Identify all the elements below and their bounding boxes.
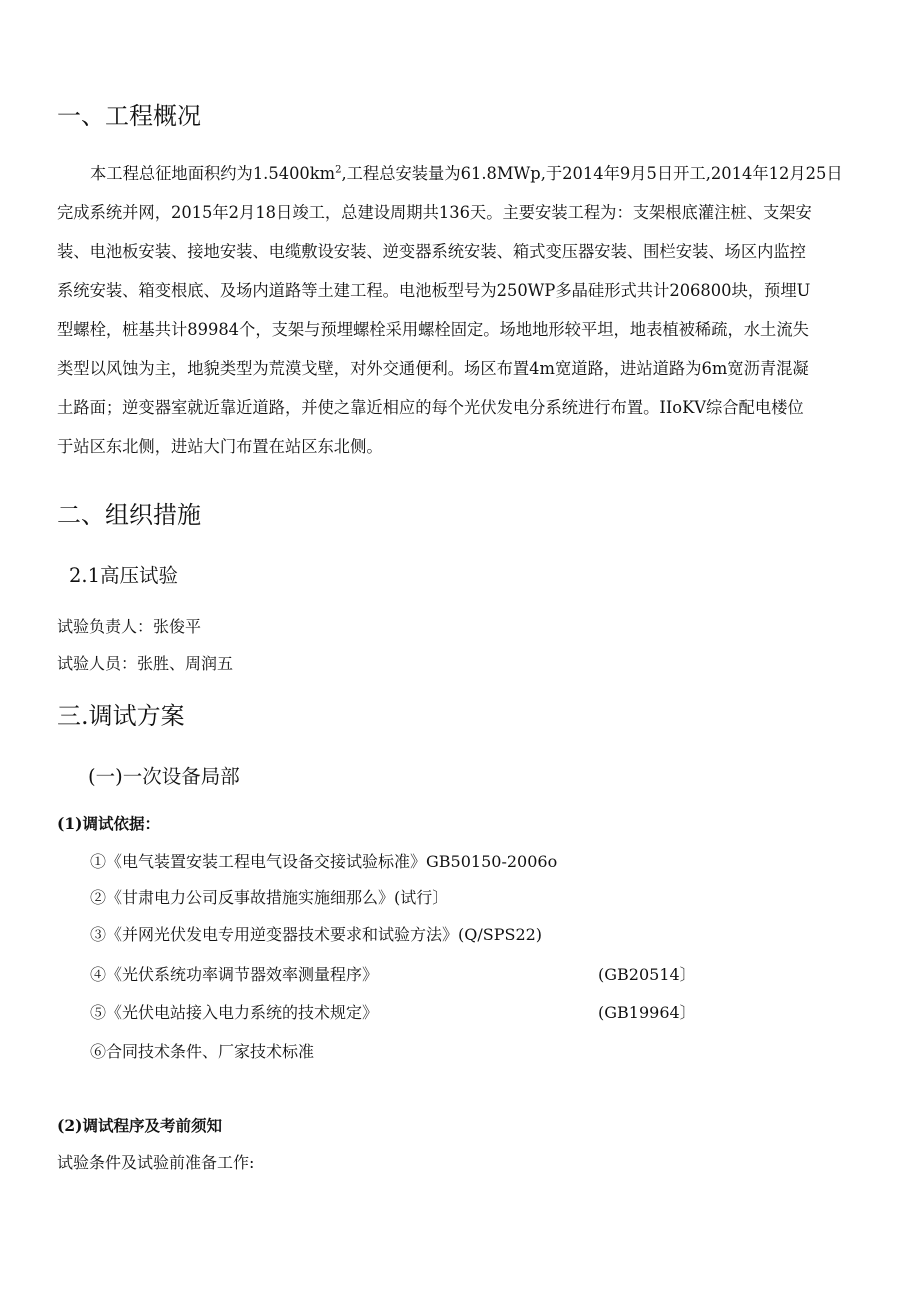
paragraph-line: 土路面；逆变器室就近靠近道路，并使之靠近相应的每个光伏发电分系统进行布置。IIoKV综合配电楼位 — [57, 398, 804, 417]
superscript: 2 — [335, 164, 342, 176]
section3-subheading: (一)一次设备局部 — [88, 765, 240, 788]
basis-title: (1)调试依据： — [57, 814, 160, 833]
reference-item: ⑥合同技术条件、厂家技术标准 — [90, 1042, 315, 1061]
paragraph-line — [90, 163, 843, 185]
reference-item: ③《并网光伏发电专用逆变器技术要求和试验方法》(Q/SPS22) — [90, 925, 543, 944]
text-run: 本工程总征地面积约为1.5400km — [90, 164, 336, 183]
paragraph-line: 于站区东北侧，进站大门布置在站区东北侧。 — [57, 437, 383, 456]
test-staff: 试验人员：张胜、周润五 — [57, 654, 234, 673]
reference-code: (GB20514〕 — [598, 965, 696, 984]
test-leader: 试验负责人：张俊平 — [57, 617, 202, 636]
preparation-text: 试验条件及试验前准备工作: — [57, 1153, 255, 1172]
section1-heading: 一、工程概况 — [57, 102, 201, 130]
paragraph-line: 类型以风蚀为主，地貌类型为荒漠戈壁，对外交通便利。场区布置4m宽道路，进站道路为6m宽沥青混凝 — [57, 359, 809, 378]
section2-heading: 二、组织措施 — [57, 501, 201, 529]
reference-item: ②《甘肃电力公司反事故措施实施细那么》(试行〕 — [90, 888, 449, 907]
procedure-title: (2)调试程序及考前须知 — [57, 1116, 222, 1135]
section3-heading: 三.调试方案 — [57, 702, 185, 730]
reference-item: ①《电气装置安装工程电气设备交接试验标准》GB50150-2006o — [90, 852, 558, 871]
reference-item: ④《光伏系统功率调节器效率测量程序》 — [90, 965, 379, 984]
paragraph-line: 完成系统并网，2015年2月18日竣工，总建设周期共136天。主要安装工程为：支架根底灌注桩、支架安 — [57, 203, 812, 222]
paragraph-line: 系统安装、箱变根底、及场内道路等土建工程。电池板型号为250WP多晶硅形式共计206800块，预埋U — [57, 281, 811, 300]
paragraph-line: 型螺栓，桩基共计89984个，支架与预埋螺栓采用螺栓固定。场地地形较平坦，地表植被稀疏，水土流失 — [57, 320, 809, 339]
paragraph-line: 装、电池板安装、接地安装、电缆敷设安装、逆变器系统安装、箱式变压器安装、围栏安装、场区内监控 — [57, 242, 806, 261]
text-run: ,工程总安装量为61.8MWp,于2014年9月5日开工,2014年12月25日 — [341, 164, 843, 183]
section2-subheading: 2.1高压试验 — [69, 564, 179, 587]
reference-item: ⑤《光伏电站接入电力系统的技术规定》 — [90, 1003, 379, 1022]
reference-code: (GB19964〕 — [598, 1003, 696, 1022]
